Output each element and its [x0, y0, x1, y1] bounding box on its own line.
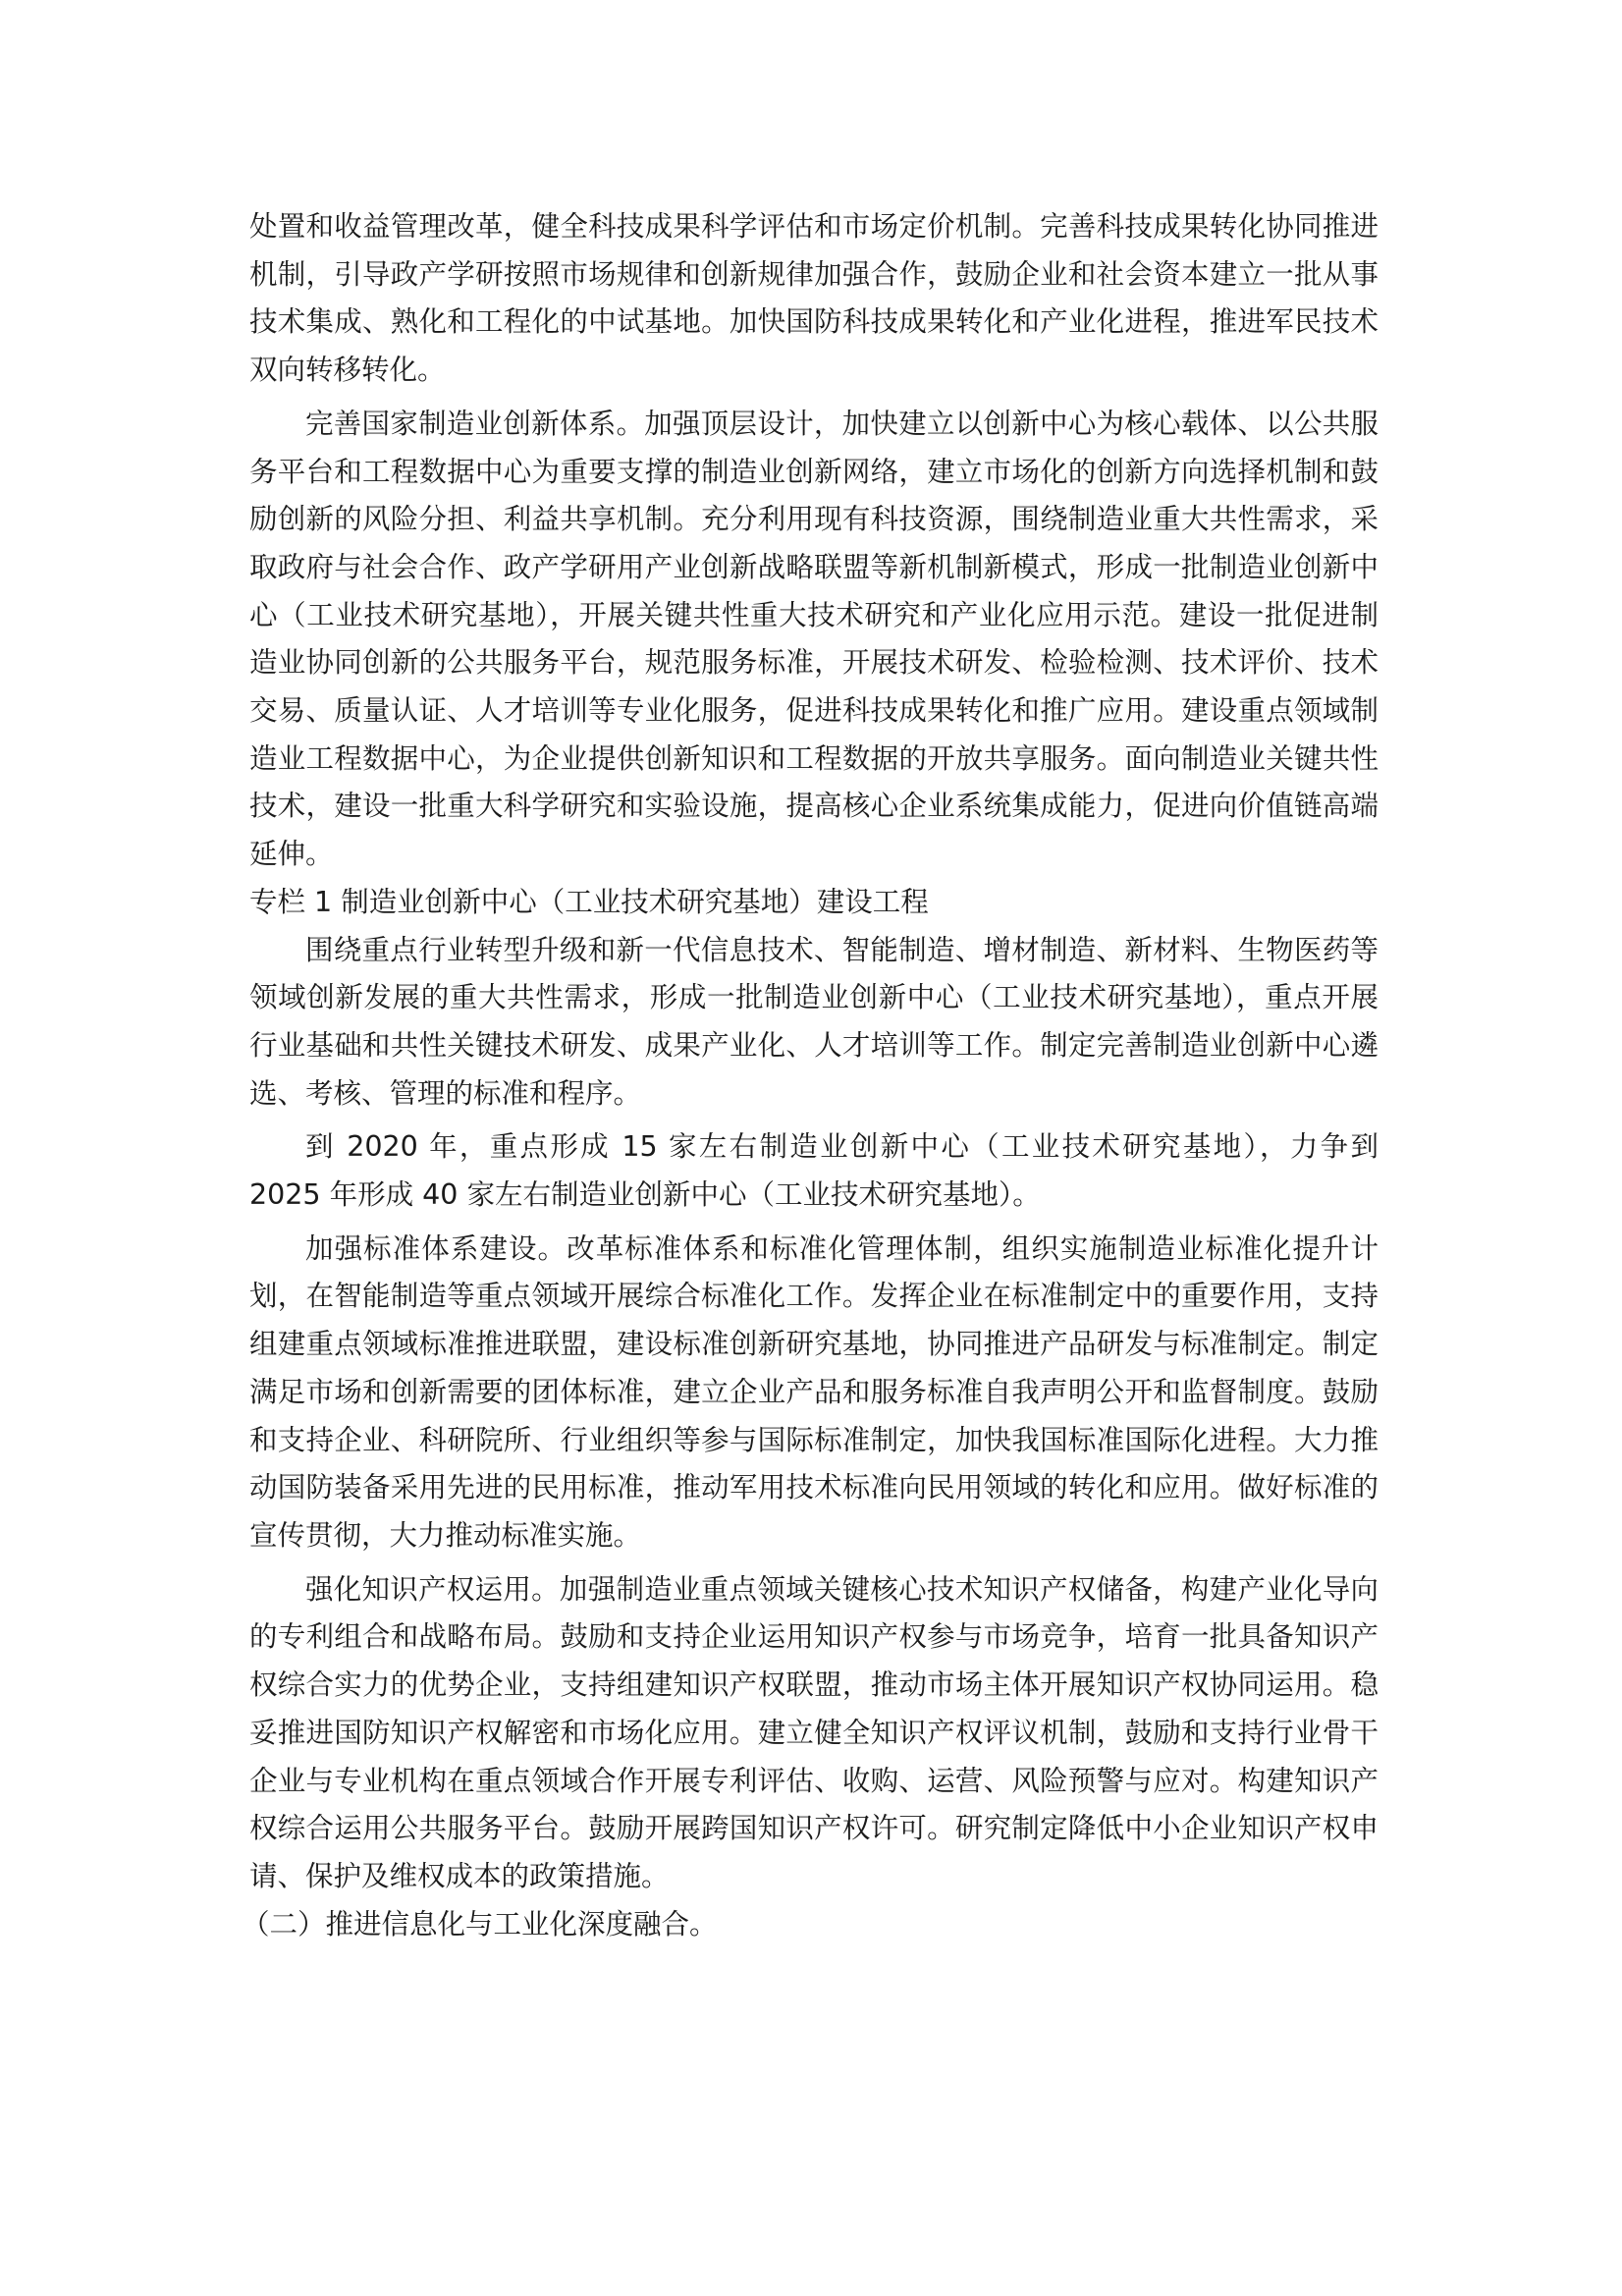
paragraph-tech-transfer-continued: 处置和收益管理改革，健全科技成果科学评估和市场定价机制。完善科技成果转化协同推进机制，引导政产学研按照市场规律和创新规律加强合作，鼓励企业和社会资本建立一批从事技术集成、熟化和工程化的中试基地。加快国防科技成果转化和产业化进程，推进军民技术双向转移转化。	[249, 210, 1379, 387]
paragraph-intellectual-property: 强化知识产权运用。加强制造业重点领域关键核心技术知识产权储备，构建产业化导向的专利组合和战略布局。鼓励和支持企业运用知识产权参与市场竞争，培育一批具备知识产权综合实力的优势企业，支持组建知识产权联盟，推动市场主体开展知识产权协同运用。稳妥推进国防知识产权解密和市场化应用。建立健全知识产权评议机制，鼓励和支持行业骨干企业与专业机构在重点领域合作开展专利评估、收购、运营、风险预警与应对。构建知识产权综合运用公共服务平台。鼓励开展跨国知识产权许可。研究制定降低中小企业知识产权申请、保护及维权成本的政策措施。	[249, 1572, 1379, 1892]
paragraph-innovation-system: 完善国家制造业创新体系。加强顶层设计，加快建立以创新中心为核心载体、以公共服务平台和工程数据中心为重要支撑的制造业创新网络，建立市场化的创新方向选择机制和鼓励创新的风险分担、利益共享机制。充分利用现有科技资源，围绕制造业重大共性需求，采取政府与社会合作、政产学研用产业创新战略联盟等新机制新模式，形成一批制造业创新中心（工业技术研究基地），开展关键共性重大技术研究和产业化应用示范。建设一批促进制造业协同创新的公共服务平台，规范服务标准，开展技术研发、检验检测、技术评价、技术交易、质量认证、人才培训等专业化服务，促进科技成果转化和推广应用。建设重点领域制造业工程数据中心，为企业提供创新知识和工程数据的开放共享服务。面向制造业关键共性技术，建设一批重大科学研究和实验设施，提高核心企业系统集成能力，促进向价值链高端延伸。	[249, 407, 1379, 871]
paragraph-standards-system: 加强标准体系建设。改革标准体系和标准化管理体制，组织实施制造业标准化提升计划，在智能制造等重点领域开展综合标准化工作。发挥企业在标准制定中的重要作用，支持组建重点领域标准推进联盟，建设标准创新研究基地，协同推进产品研发与标准制定。制定满足市场和创新需要的团体标准，建立企业产品和服务标准自我声明公开和监督制度。鼓励和支持企业、科研院所、行业组织等参与国际标准制定，加快我国标准国际化进程。大力推动国防装备采用先进的民用标准，推动军用技术标准向民用领域的转化和应用。做好标准的宣传贯彻，大力推动标准实施。	[249, 1231, 1379, 1552]
document-body	[242, 203, 1379, 1948]
paragraph-innovation-center-targets: 到 2020 年，重点形成 15 家左右制造业创新中心（工业技术研究基地），力争到 2025 年形成 40 家左右制造业创新中心（工业技术研究基地）。	[249, 1130, 1379, 1212]
paragraph-innovation-center-scope: 围绕重点行业转型升级和新一代信息技术、智能制造、增材制造、新材料、生物医药等领域创新发展的重大共性需求，形成一批制造业创新中心（工业技术研究基地），重点开展行业基础和共性关键技术研发、成果产业化、人才培训等工作。制定完善制造业创新中心遴选、考核、管理的标准和程序。	[249, 933, 1379, 1110]
section-heading-informatization: （二）推进信息化与工业化深度融合。	[242, 1907, 718, 1941]
box-heading-innovation-center: 专栏 1 制造业创新中心（工业技术研究基地）建设工程	[249, 885, 929, 918]
